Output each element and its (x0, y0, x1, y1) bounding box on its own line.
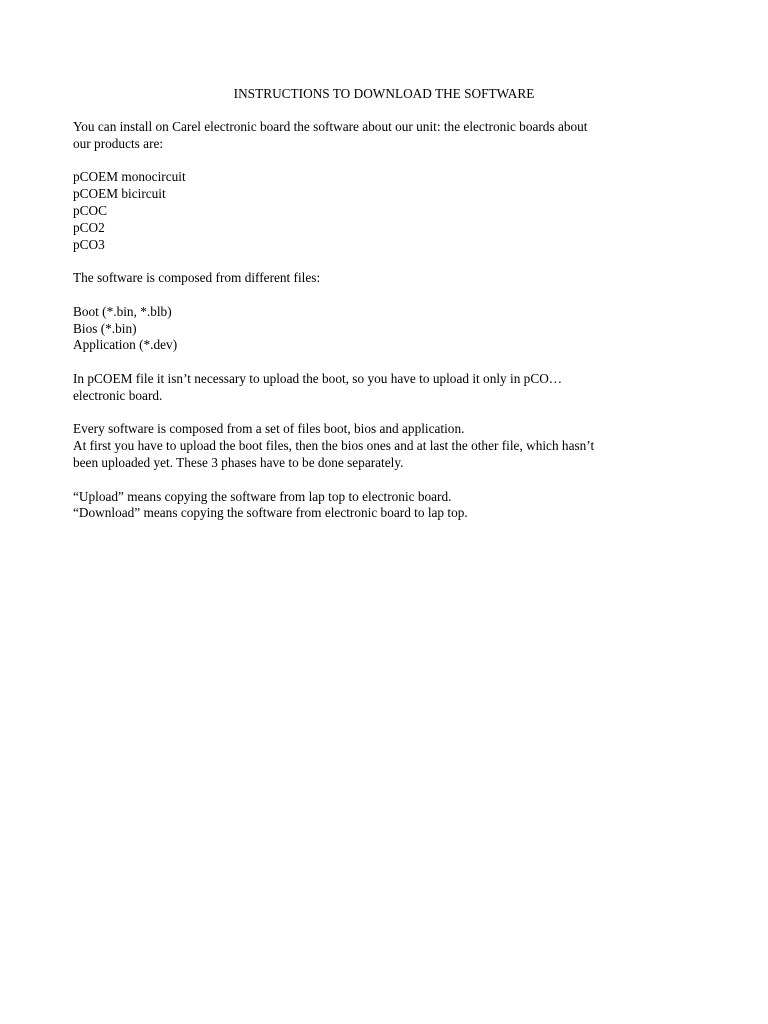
intro-paragraph (73, 119, 713, 153)
boards-list (73, 169, 713, 253)
definitions-paragraph (73, 489, 713, 523)
board-item: pCO3 (73, 236, 105, 252)
text-line: our products are: (73, 135, 164, 151)
board-item: pCOC (73, 202, 107, 218)
document-title: INSTRUCTIONS TO DOWNLOAD THE SOFTWARE (233, 86, 535, 101)
definition-upload: “Upload” means copying the software from lap top to electronic board. (73, 488, 452, 504)
document-body (73, 119, 713, 539)
file-type-item: Bios (*.bin) (73, 320, 137, 336)
file-type-item: Application (*.dev) (73, 337, 178, 353)
sequence-paragraph (73, 421, 713, 471)
text-line: been uploaded yet. These 3 phases have to be done separately. (73, 454, 404, 470)
text-line: Every software is composed from a set of files boot, bios and application. (73, 421, 465, 437)
text-line: You can install on Carel electronic board the software about our unit: the electronic boards about (73, 119, 588, 134)
text-line: The software is composed from different files: (73, 270, 321, 286)
text-line: In pCOEM file it isn’t necessary to upload the boot, so you have to upload it only in pCO… (73, 370, 563, 386)
board-item: pCO2 (73, 219, 105, 235)
definition-download: “Download” means copying the software from electronic board to lap top. (73, 505, 468, 521)
board-item: pCOEM monocircuit (73, 169, 186, 185)
text-line: At first you have to upload the boot files, then the bios ones and at last the other file, which hasn’t (73, 438, 595, 454)
composition-paragraph (73, 270, 713, 287)
pcoem-note-paragraph (73, 371, 713, 405)
board-item: pCOEM bicircuit (73, 186, 166, 202)
text-line: electronic board. (73, 387, 163, 403)
file-types-list (73, 304, 713, 354)
file-type-item: Boot (*.bin, *.blb) (73, 303, 172, 319)
